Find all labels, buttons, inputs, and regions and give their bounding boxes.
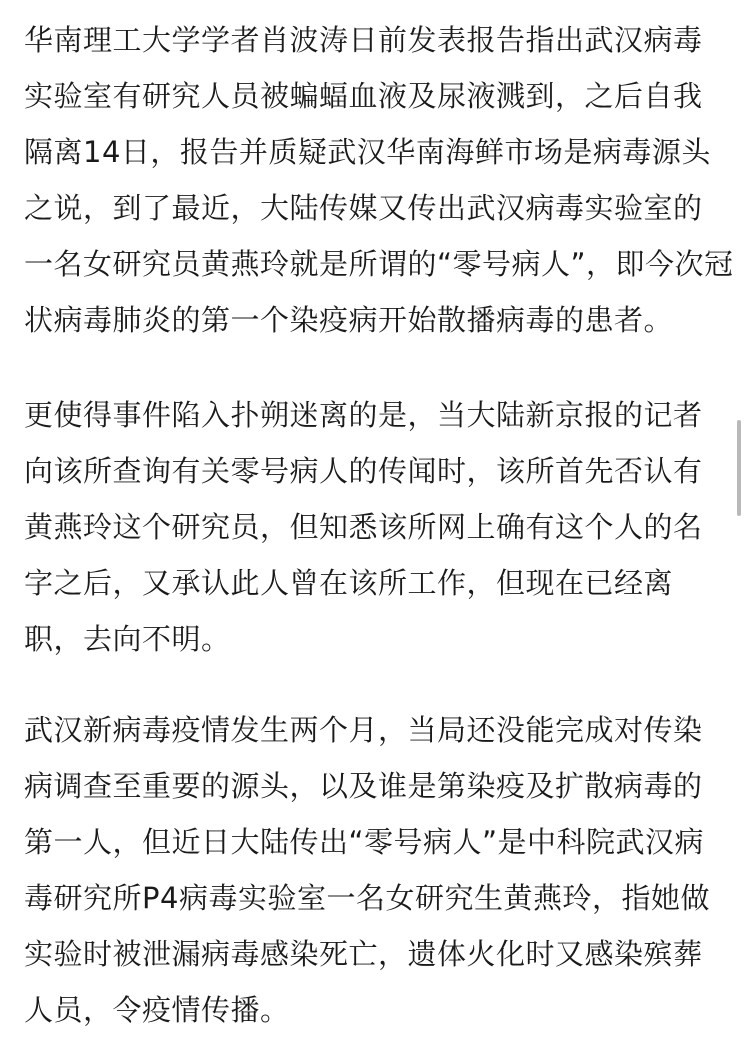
text-line: 实验时被泄漏病毒感染死亡，遗体火化时又感染殡葬	[24, 937, 703, 971]
text-line: 状病毒肺炎的第一个染疫病开始散播病毒的患者。	[24, 303, 674, 337]
text-line: 武汉新病毒疫情发生两个月，当局还没能完成对传染	[24, 713, 703, 747]
text-line: 字之后，又承认此人曾在该所工作，但现在已经离	[24, 566, 674, 600]
vertical-scrollbar[interactable]	[737, 420, 741, 516]
text-line: 病调查至重要的源头，以及谁是第染疫及扩散病毒的	[24, 769, 703, 803]
text-line: 黄燕玲这个研究员，但知悉该所网上确有这个人的名	[24, 510, 703, 544]
text-line: 第一人，但近日大陆传出“零号病人”是中科院武汉病	[24, 825, 705, 859]
text-line: 华南理工大学学者肖波涛日前发表报告指出武汉病毒	[24, 23, 703, 57]
paragraph-3	[24, 702, 724, 1038]
text-line: 人员，令疫情传播。	[24, 993, 290, 1027]
text-line: 职，去向不明。	[24, 622, 231, 656]
text-line: 隔离14日，报告并质疑武汉华南海鲜市场是病毒源头	[24, 135, 711, 169]
text-line: 实验室有研究人员被蝙蝠血液及尿液溅到，之后自我	[24, 79, 703, 113]
text-line: 更使得事件陷入扑朔迷离的是，当大陆新京报的记者	[24, 398, 703, 432]
text-line: 毒研究所P4病毒实验室一名女研究生黄燕玲，指她做	[24, 881, 710, 915]
text-line: 一名女研究员黄燕玲就是所谓的“零号病人”，即今次冠	[24, 247, 734, 281]
paragraph-1	[24, 12, 734, 348]
text-line: 向该所查询有关零号病人的传闻时，该所首先否认有	[24, 454, 703, 488]
text-line: 之说，到了最近，大陆传媒又传出武汉病毒实验室的	[24, 191, 703, 225]
paragraph-2	[24, 387, 724, 667]
